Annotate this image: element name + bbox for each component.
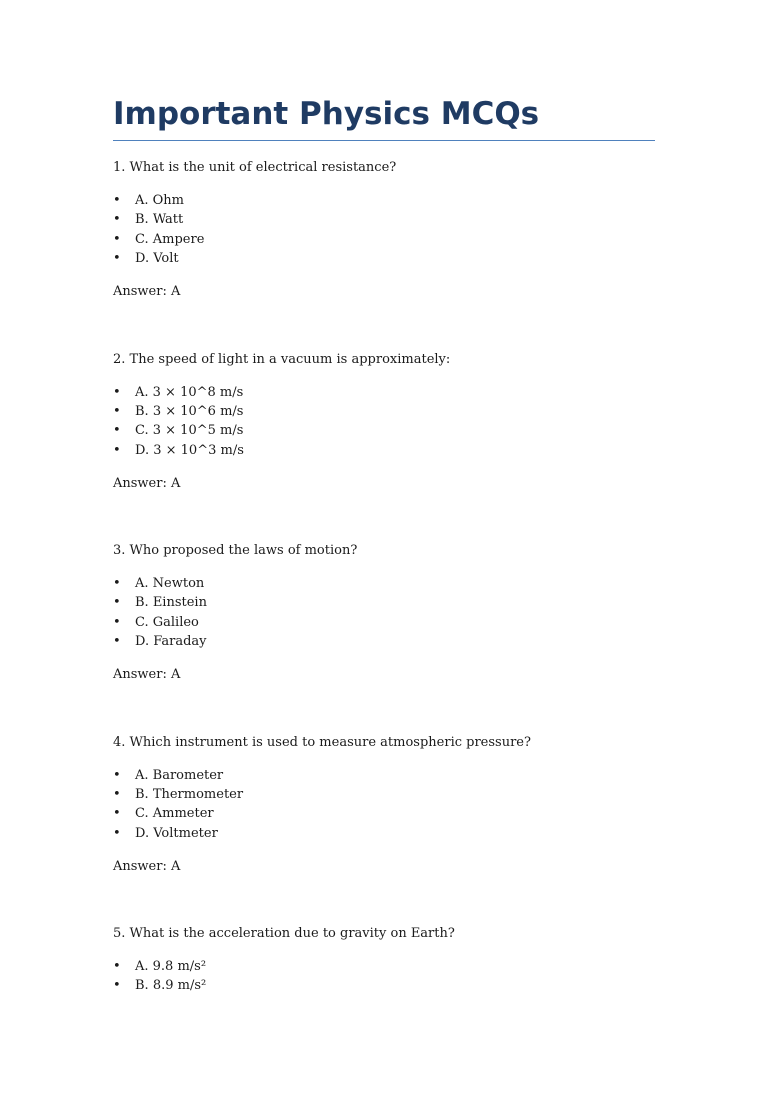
bullet-icon: • xyxy=(113,423,121,439)
option-text: A. 9.8 m/s² xyxy=(135,959,207,975)
list-item xyxy=(113,632,655,651)
question-text: 1. What is the unit of electrical resistance? xyxy=(113,160,397,176)
list-item xyxy=(113,613,655,632)
bullet-icon: • xyxy=(113,384,121,400)
option-text: D. 3 × 10^3 m/s xyxy=(135,442,244,458)
bullet-icon: • xyxy=(113,767,121,783)
list-item xyxy=(113,441,655,460)
option-text: C. 3 × 10^5 m/s xyxy=(135,423,244,439)
list-item xyxy=(113,191,655,210)
bullet-icon: • xyxy=(113,576,121,592)
option-text: A. 3 × 10^8 m/s xyxy=(135,384,244,400)
option-text: B. Watt xyxy=(135,212,184,228)
option-text: C. Ammeter xyxy=(135,806,214,822)
question-block-4 xyxy=(113,735,655,908)
option-list xyxy=(113,957,655,996)
option-text: A. Newton xyxy=(135,576,205,592)
question-text: 3. Who proposed the laws of motion? xyxy=(113,543,358,559)
answer-text: Answer: A xyxy=(113,667,181,683)
option-text: B. 3 × 10^6 m/s xyxy=(135,403,244,419)
option-list xyxy=(113,383,655,460)
option-text: C. Ampere xyxy=(135,231,205,247)
option-list xyxy=(113,766,655,843)
answer-text: Answer: A xyxy=(113,475,181,491)
option-list xyxy=(113,574,655,651)
list-item xyxy=(113,785,655,804)
bullet-icon: • xyxy=(113,614,121,630)
option-text: B. Thermometer xyxy=(135,786,244,802)
document-page xyxy=(113,96,655,1099)
list-item xyxy=(113,957,655,976)
bullet-icon: • xyxy=(113,978,121,994)
list-item xyxy=(113,976,655,995)
question-text: 2. The speed of light in a vacuum is approximately: xyxy=(113,351,451,367)
list-item xyxy=(113,210,655,229)
option-text: D. Voltmeter xyxy=(135,825,218,841)
list-item xyxy=(113,804,655,823)
list-item xyxy=(113,421,655,440)
bullet-icon: • xyxy=(113,251,121,267)
page-title: Important Physics MCQs xyxy=(113,96,655,141)
option-text: C. Galileo xyxy=(135,614,199,630)
list-item xyxy=(113,766,655,785)
option-text: D. Volt xyxy=(135,251,179,267)
bullet-icon: • xyxy=(113,959,121,975)
option-text: A. Barometer xyxy=(135,767,224,783)
bullet-icon: • xyxy=(113,786,121,802)
option-text: B. Einstein xyxy=(135,595,207,611)
bullet-icon: • xyxy=(113,806,121,822)
bullet-icon: • xyxy=(113,634,121,650)
list-item xyxy=(113,230,655,249)
bullet-icon: • xyxy=(113,825,121,841)
list-item xyxy=(113,402,655,421)
question-text: 5. What is the acceleration due to gravity on Earth? xyxy=(113,926,455,942)
option-text: D. Faraday xyxy=(135,634,207,650)
option-text: A. Ohm xyxy=(135,193,185,209)
bullet-icon: • xyxy=(113,231,121,247)
list-item xyxy=(113,824,655,843)
list-item xyxy=(113,593,655,612)
answer-text: Answer: A xyxy=(113,858,181,874)
list-item xyxy=(113,383,655,402)
bullet-icon: • xyxy=(113,442,121,458)
list-item xyxy=(113,574,655,593)
answer-text: Answer: A xyxy=(113,284,181,300)
bullet-icon: • xyxy=(113,595,121,611)
bullet-icon: • xyxy=(113,193,121,209)
list-item xyxy=(113,249,655,268)
bullet-icon: • xyxy=(113,212,121,228)
question-block-1 xyxy=(113,160,655,333)
question-block-3 xyxy=(113,543,655,716)
bullet-icon: • xyxy=(113,403,121,419)
option-text: B. 8.9 m/s² xyxy=(135,978,207,994)
question-text: 4. Which instrument is used to measure atmospheric pressure? xyxy=(113,734,531,750)
option-list xyxy=(113,191,655,268)
question-block-5 xyxy=(113,926,655,1099)
question-block-2 xyxy=(113,352,655,525)
